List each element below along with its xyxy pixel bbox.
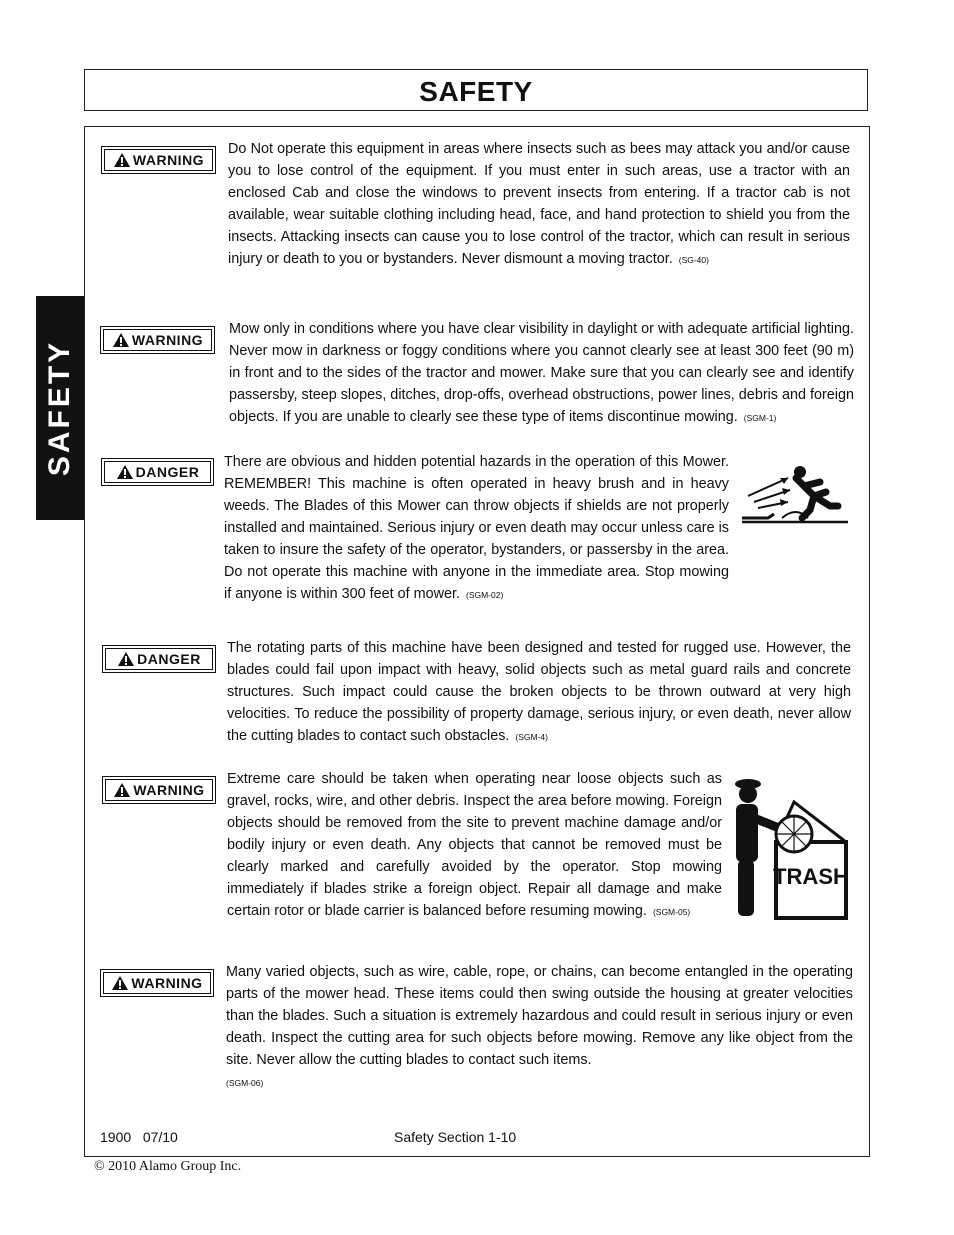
message-text: Mow only in conditions where you have clear visibility in daylight or with adequate artificial lighting. Never mow in darkness or foggy conditions where you cannot clearly see at least 300 feet (90 m) in front and to the sides of the tractor and mower. Make sure that you can clearly see and identify passersby, steep slopes, ditches, drop-offs, overhead obstructions, power lines, debris and foreign objects. If you are unable to clearly see these type of items discontinue mowing. xyxy=(229,321,855,425)
page-title: SAFETY xyxy=(419,76,533,107)
warning-triangle-icon xyxy=(116,464,134,480)
warning-triangle-icon xyxy=(111,975,129,991)
safety-message xyxy=(226,961,853,1094)
side-section-tab xyxy=(36,296,84,520)
message-text: Many varied objects, such as wire, cable, rope, or chains, can become entangled in the operating parts of the mower head. These items could then swing outside the housing at greater velocities than the blades. Such a situation is extremely hazardous and could result in serious injury or even death. Inspect the cutting area for such objects before mowing. Remove any like object from the site. Never allow the cutting blades to contact such items. xyxy=(226,964,853,1068)
badge-label: DANGER xyxy=(137,651,201,667)
safety-message xyxy=(228,138,850,271)
copyright-notice: © 2010 Alamo Group Inc. xyxy=(94,1159,242,1174)
message-code: (SGM-05) xyxy=(652,907,691,917)
footer-section: Safety Section 1-10 xyxy=(394,1129,517,1145)
badge-label: WARNING xyxy=(131,975,203,991)
message-text: There are obvious and hidden potential hazards in the operation of this Mower. REMEMBER! This machine is often operated in heavy brush and in heavy weeds. The Blades of this Mower can throw objects if shields are not properly installed and maintained. Serious injury or even death may occur unless care is taken to insure the safety of the operator, bystanders, or passersby in the area. Do not operate this machine with anyone in the immediate area. Stop mowing if anyone is within 300 feet of mower. xyxy=(224,454,729,602)
warning-badge xyxy=(100,969,214,997)
trash-disposal-illustration xyxy=(728,774,850,922)
footer-model-date: 1900 07/10 xyxy=(100,1129,178,1145)
safety-message xyxy=(227,637,851,748)
warning-triangle-icon xyxy=(117,651,135,667)
trash-label: TRASH xyxy=(773,864,849,889)
warning-triangle-icon xyxy=(113,152,131,168)
badge-label: WARNING xyxy=(132,152,205,168)
message-code: (SGM-02) xyxy=(465,590,504,600)
warning-triangle-icon xyxy=(112,332,130,348)
warning-triangle-icon xyxy=(113,782,131,798)
message-code: (SG-40) xyxy=(678,255,709,265)
message-code: (SGM-1) xyxy=(743,413,777,423)
message-code: (SGM-06) xyxy=(226,1078,264,1088)
danger-badge xyxy=(102,645,216,673)
safety-message xyxy=(229,318,854,429)
badge-label: WARNING xyxy=(133,782,205,798)
warning-badge xyxy=(100,326,215,354)
message-text: Do Not operate this equipment in areas where insects such as bees may attack you and/or cause you to lose control of the equipment. If you must enter in such areas, use a tractor with an enclosed Cab and close the windows to prevent insects from entering. If a tractor cab is not available, wear suitable clothing including head, face, and hand protection to shield you from the insects. Attacking insects can cause you to lose control of the tractor, which can result in serious injury or death to you or bystanders. Never dismount a moving tractor. xyxy=(228,141,850,267)
warning-badge xyxy=(101,146,216,174)
safety-message xyxy=(227,768,722,923)
message-text: The rotating parts of this machine have been designed and tested for rugged use. However, the blades could fail upon impact with heavy, solid objects such as metal guard rails and concrete structures. Such impact could cause the broken objects to be thrown outward at very high velocities. To reduce the possibility of property damage, serious injury, or even death, never allow the cutting blades to contact such obstacles. xyxy=(227,640,851,744)
warning-badge xyxy=(102,776,216,804)
badge-label: DANGER xyxy=(135,464,200,480)
page-header-box xyxy=(84,69,868,111)
side-tab-label: SAFETY xyxy=(43,339,76,477)
message-code: (SGM-4) xyxy=(515,732,548,742)
safety-message xyxy=(224,451,729,606)
badge-label: WARNING xyxy=(131,332,204,348)
message-text: Extreme care should be taken when operating near loose objects such as gravel, rocks, wire, and other debris. Inspect the area before mowing. Foreign objects should be removed from the site to prevent machine damage and/or bodily injury or even death. Any objects that cannot be removed must be clearly marked and carefully avoided by the operator. Stop mowing immediately if blades strike a foreign object. Repair all damage and make certain rotor or blade carrier is balanced before resuming mowing. xyxy=(227,771,722,919)
thrown-objects-illustration xyxy=(738,462,850,528)
danger-badge xyxy=(101,458,214,486)
